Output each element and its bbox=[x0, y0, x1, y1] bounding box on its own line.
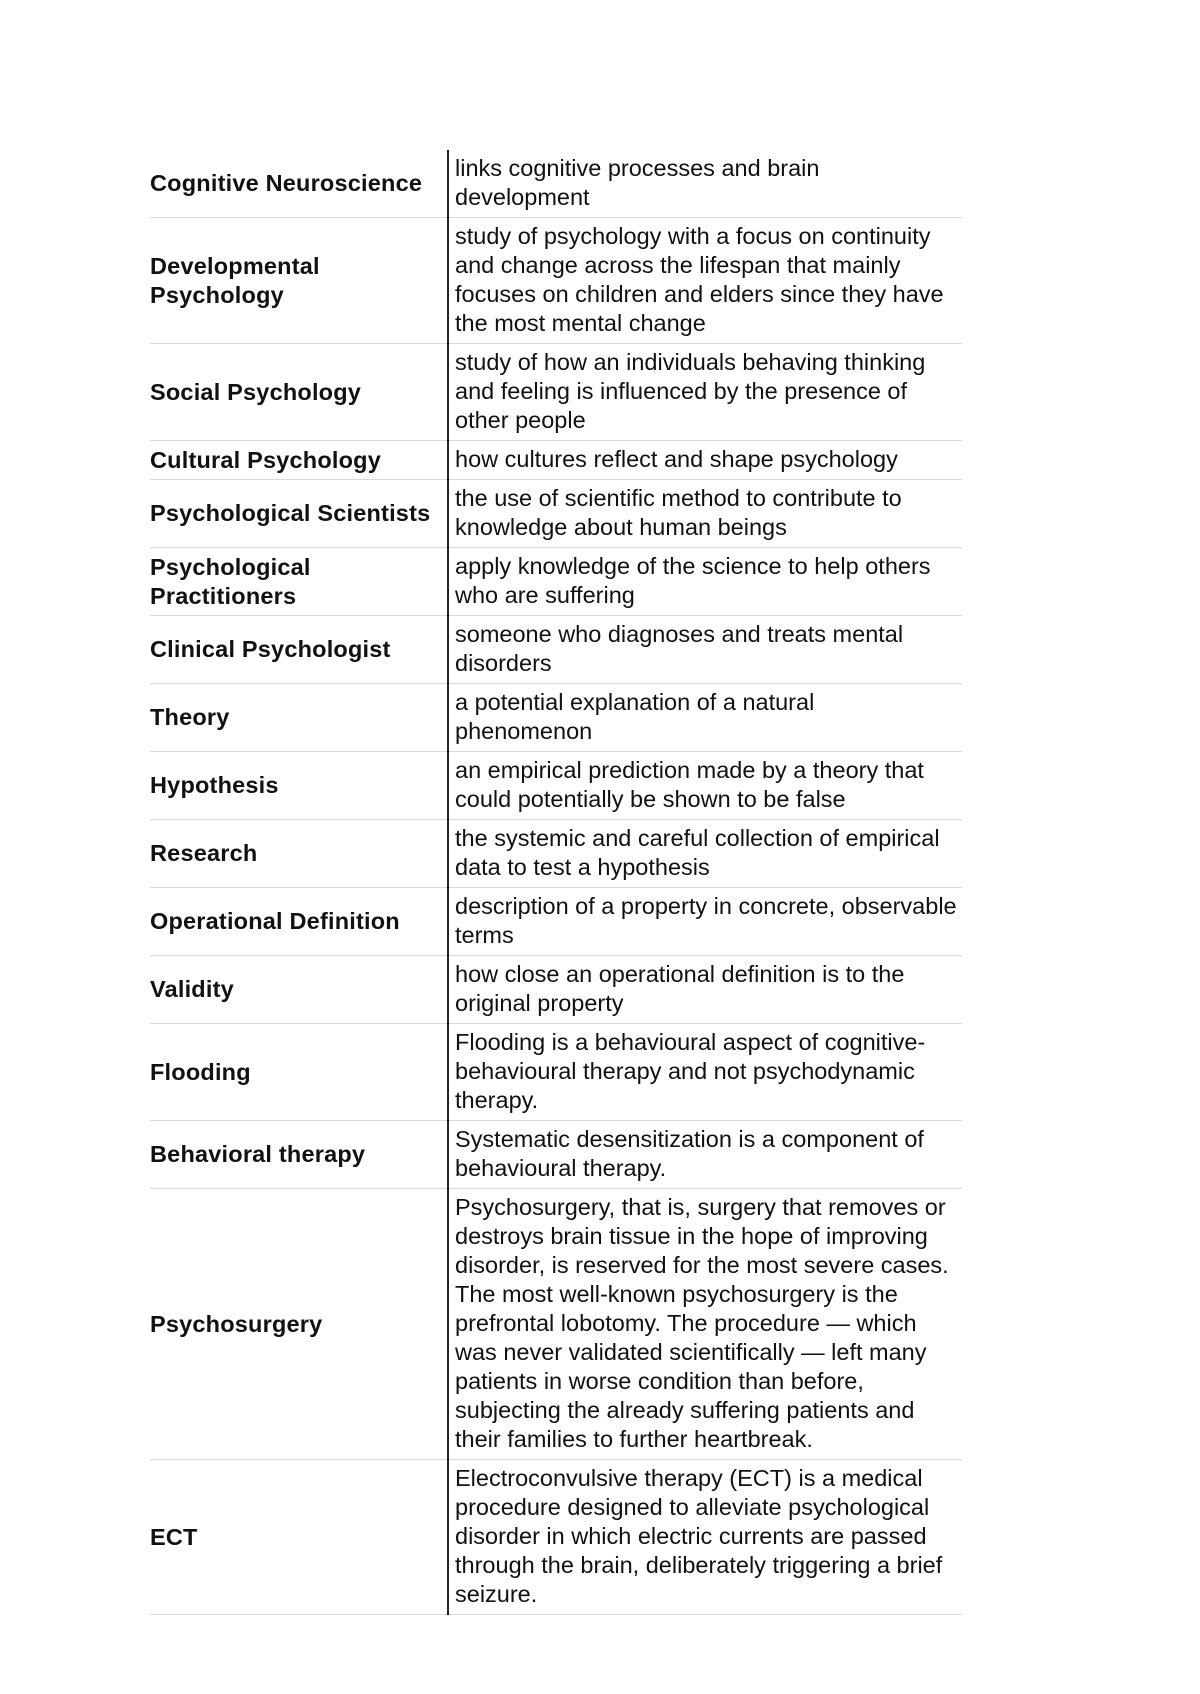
glossary-row bbox=[150, 150, 962, 218]
glossary-term: Clinical Psychologist bbox=[150, 616, 448, 684]
glossary-definition: someone who diagnoses and treats mental disorders bbox=[448, 616, 962, 684]
glossary-definition: description of a property in concrete, observable terms bbox=[448, 888, 962, 956]
glossary-row bbox=[150, 616, 962, 684]
glossary-term: Psychological Practitioners bbox=[150, 548, 448, 616]
glossary-row bbox=[150, 888, 962, 956]
glossary-table bbox=[150, 150, 962, 1615]
glossary-term: Social Psychology bbox=[150, 344, 448, 441]
glossary-row bbox=[150, 956, 962, 1024]
glossary-body bbox=[150, 150, 962, 1615]
glossary-term: Operational Definition bbox=[150, 888, 448, 956]
glossary-definition: apply knowledge of the science to help others who are suffering bbox=[448, 548, 962, 616]
glossary-definition: a potential explanation of a natural phenomenon bbox=[448, 684, 962, 752]
glossary-row bbox=[150, 548, 962, 616]
glossary-term: Developmental Psychology bbox=[150, 218, 448, 344]
glossary-row bbox=[150, 1189, 962, 1460]
glossary-term: Psychological Scientists bbox=[150, 480, 448, 548]
glossary-term: Cultural Psychology bbox=[150, 441, 448, 480]
glossary-term: Hypothesis bbox=[150, 752, 448, 820]
glossary-row bbox=[150, 1121, 962, 1189]
glossary-term: Validity bbox=[150, 956, 448, 1024]
glossary-row bbox=[150, 820, 962, 888]
glossary-term: ECT bbox=[150, 1460, 448, 1615]
glossary-term: Theory bbox=[150, 684, 448, 752]
glossary-term: Cognitive Neuroscience bbox=[150, 150, 448, 218]
glossary-row bbox=[150, 480, 962, 548]
glossary-row bbox=[150, 752, 962, 820]
glossary-row bbox=[150, 218, 962, 344]
glossary-definition: the systemic and careful collection of empirical data to test a hypothesis bbox=[448, 820, 962, 888]
glossary-term: Research bbox=[150, 820, 448, 888]
glossary-definition: study of psychology with a focus on continuity and change across the lifespan that mainly focuses on children and elders since they have the most mental change bbox=[448, 218, 962, 344]
glossary-row bbox=[150, 344, 962, 441]
glossary-definition: the use of scientific method to contribute to knowledge about human beings bbox=[448, 480, 962, 548]
glossary-definition: links cognitive processes and brain development bbox=[448, 150, 962, 218]
glossary-term: Psychosurgery bbox=[150, 1189, 448, 1460]
glossary-definition: how close an operational definition is to the original property bbox=[448, 956, 962, 1024]
glossary-definition: an empirical prediction made by a theory that could potentially be shown to be false bbox=[448, 752, 962, 820]
glossary-definition: Systematic desensitization is a component of behavioural therapy. bbox=[448, 1121, 962, 1189]
glossary-row bbox=[150, 1460, 962, 1615]
glossary-definition: study of how an individuals behaving thinking and feeling is influenced by the presence of other people bbox=[448, 344, 962, 441]
glossary-definition: Psychosurgery, that is, surgery that removes or destroys brain tissue in the hope of improving disorder, is reserved for the most severe cases. The most well-known psychosurgery is the prefrontal lobotomy. The procedure — which was never validated scientifically — left many patients in worse condition than before, subjecting the already suffering patients and their families to further heartbreak. bbox=[448, 1189, 962, 1460]
glossary-row bbox=[150, 684, 962, 752]
glossary-definition: how cultures reflect and shape psychology bbox=[448, 441, 962, 480]
glossary-row bbox=[150, 1024, 962, 1121]
glossary-term: Flooding bbox=[150, 1024, 448, 1121]
glossary-row bbox=[150, 441, 962, 480]
glossary-definition: Electroconvulsive therapy (ECT) is a medical procedure designed to alleviate psychological disorder in which electric currents are passed through the brain, deliberately triggering a brief seizure. bbox=[448, 1460, 962, 1615]
glossary-term: Behavioral therapy bbox=[150, 1121, 448, 1189]
glossary-definition: Flooding is a behavioural aspect of cognitive-behavioural therapy and not psychodynamic therapy. bbox=[448, 1024, 962, 1121]
